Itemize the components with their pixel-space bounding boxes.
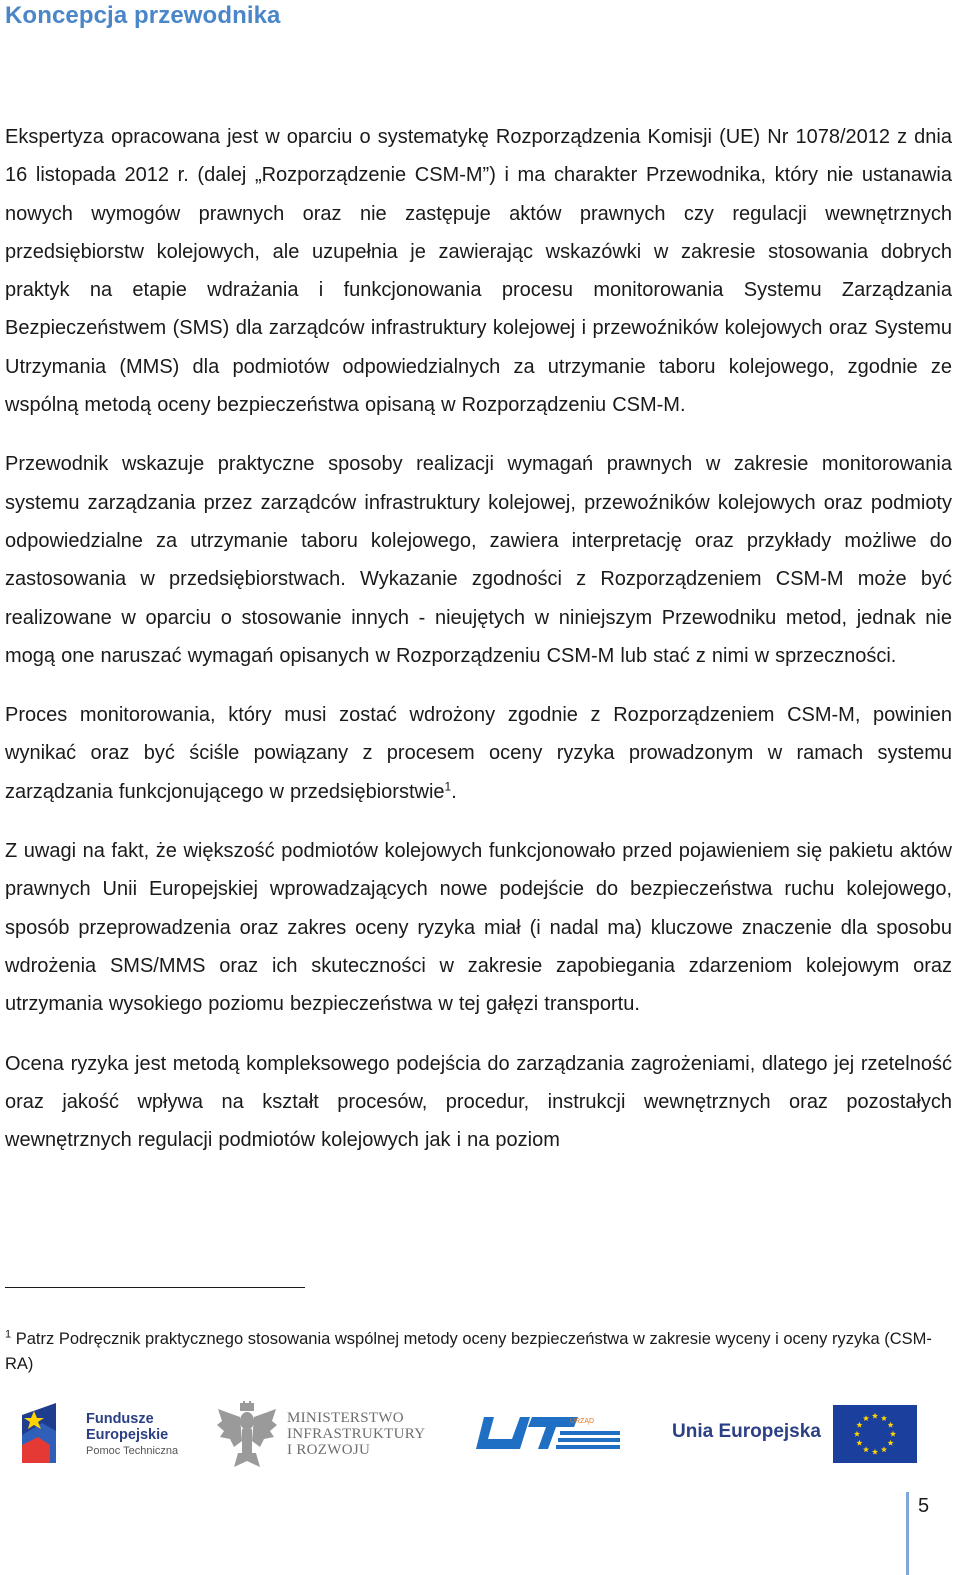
- page-number: 5: [918, 1495, 930, 1517]
- utk-emblem-icon: [474, 1411, 624, 1455]
- paragraph-3: [5, 696, 952, 811]
- footnote-separator: [5, 1287, 305, 1288]
- page-number-rule: [906, 1492, 909, 1575]
- paragraph-1: Ekspertyza opracowana jest w oparciu o systematykę Rozporządzenia Komisji (UE) Nr 1078/2012 z dnia 16 listopada 2012 r. (dalej „Rozporządzenie CSM-M”) i ma charakter Przewodnika, który nie ustanawia nowych wymogów prawnych oraz nie zastępuje aktów prawnych czy regulacji wewnętrznych przedsiębiorstw kolejowych, ale uzupełnia je zawierając wskazówki w zakresie stosowania dobrych praktyk na etapie wdrażania i funkcjonowania procesu monitorowania Systemu Zarządzania Bezpieczeństwem (SMS) dla zarządców infrastruktury kolejowej i przewoźników kolejowych oraz Systemu Utrzymania (MMS) dla podmiotów odpowiedzialnych za utrzymanie taboru kolejowego, zgodnie ze wspólną metodą oceny bezpieczeństwa opisaną w Rozporządzeniu CSM-M.: [5, 126, 952, 417]
- fundusze-line-1: Fundusze: [86, 1411, 154, 1427]
- paragraph-2: Przewodnik wskazuje praktyczne sposoby realizacji wymagań prawnych w zakresie monitorowania systemu zarządzania przez zarządców infrastruktury kolejowej, przewoźników kolejowych oraz podmioty odpowiedzialne za utrzymanie taboru kolejowego, zawiera interpretację oraz przykłady możliwe do zastosowania w przedsiębiorstwach. Wykazanie zgodności z Rozporządzeniem CSM-M może być realizowane w oparciu o stosowanie innych - nieujętych w niniejszym Przewodniku metod, jednak nie mogą one naruszać wymagań opisanych w Rozporządzeniu CSM-M lub stać z nimi w sprzeczności.: [5, 453, 952, 667]
- body-text: [5, 118, 952, 1159]
- page-title: Koncepcja przewodnika: [5, 2, 281, 29]
- paragraph-3-text: Proces monitorowania, który musi zostać wdrożony zgodnie z Rozporządzeniem CSM-M, powinien wynikać oraz być ściśle powiązany z procesem oceny ryzyka prowadzonym w ramach systemu zarządzania funkcjonującego w przedsiębiorstwie: [5, 704, 952, 803]
- utk-small-label: URZĄD: [570, 1418, 595, 1425]
- fundusze-europejskie-emblem-icon: [20, 1401, 60, 1465]
- fundusze-europejskie-logo: [20, 1397, 220, 1467]
- ministry-line-3: I ROZWOJU: [287, 1442, 371, 1458]
- footnote-number: 1: [5, 1328, 12, 1341]
- paragraph-3-end: .: [451, 780, 457, 803]
- logo-strip: [0, 1395, 960, 1475]
- eagle-emblem-icon: [216, 1401, 278, 1473]
- footnote: [5, 1327, 952, 1377]
- paragraph-4: Z uwagi na fakt, że większość podmiotów kolejowych funkcjonowało przed pojawieniem się pakietu aktów prawnych Unii Europejskiej wprowadzających nowe podejście do bezpieczeństwa ruchu kolejowego, sposób przeprowadzenia oraz zakres oceny ryzyka miał (i nadal ma) kluczowe znaczenie dla sposobu wdrożenia SMS/MMS oraz ich skuteczności w zakresie zapobiegania zdarzeniom kolejowym oraz utrzymania wysokiego poziomu bezpieczeństwa w tej gałęzi transportu.: [5, 840, 952, 1016]
- fundusze-subtitle: Pomoc Techniczna: [86, 1445, 179, 1457]
- eu-flag-icon: [833, 1405, 917, 1463]
- utk-logo: [474, 1411, 624, 1455]
- footnote-reference[interactable]: 1: [444, 779, 452, 794]
- footnote-text: Patrz Podręcznik praktycznego stosowania wspólnej metody oceny bezpieczeństwa w zakresie wyceny i oceny ryzyka (CSM-RA): [5, 1330, 932, 1373]
- paragraph-5: Ocena ryzyka jest metodą kompleksowego podejścia do zarządzania zagrożeniami, dlatego jej rzetelność oraz jakość wpływa na kształt procesów, procedur, instrukcji wewnętrznych oraz pozostałych wewnętrznych regulacji podmiotów kolejowych jak i na poziom: [5, 1052, 952, 1152]
- ministry-line-1: MINISTERSTWO: [287, 1410, 404, 1426]
- eu-label: Unia Europejska: [672, 1421, 821, 1442]
- ministry-line-2: INFRASTRUKTURY: [287, 1426, 426, 1442]
- fundusze-line-2: Europejskie: [86, 1427, 169, 1443]
